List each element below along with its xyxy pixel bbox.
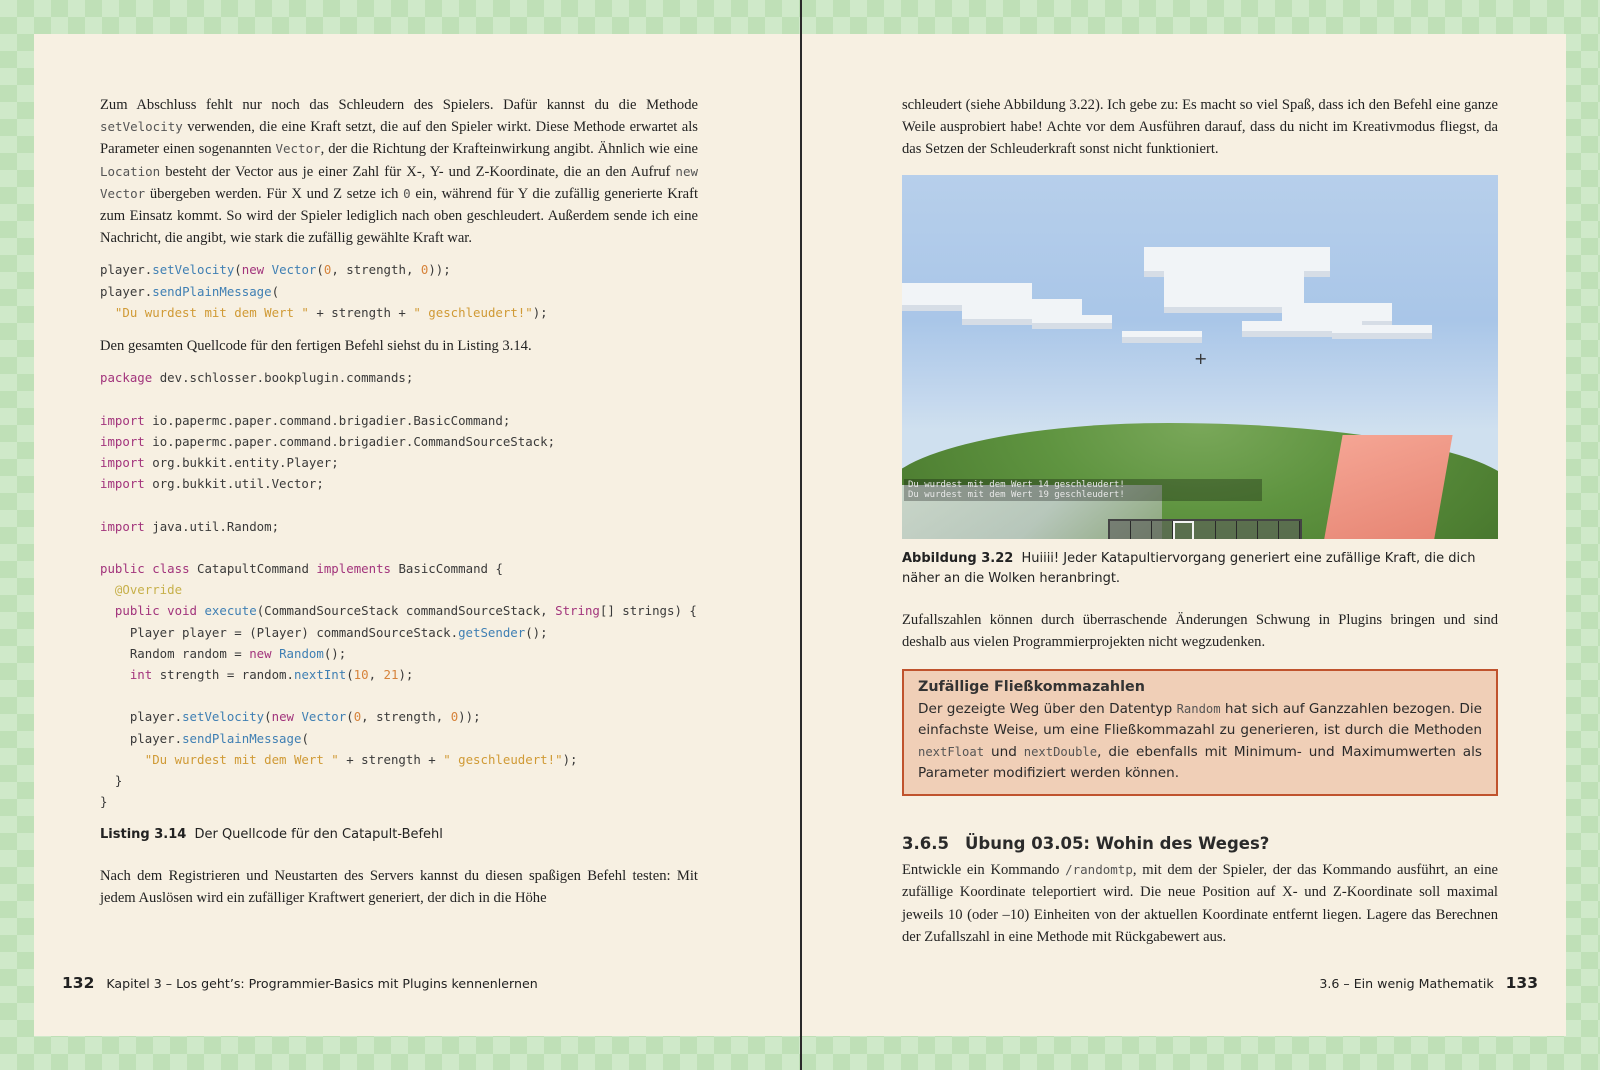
hotbar-slot bbox=[1152, 521, 1173, 539]
hotbar-slot bbox=[1194, 521, 1215, 539]
hotbar-slot bbox=[1216, 521, 1237, 539]
outro-paragraph: Nach dem Registrieren und Neustarten des Servers kannst du diesen spaßigen Befehl testen: Mit jedem Auslösen wird ein zufälliger Kraftwert generiert, der dich in die Höhe bbox=[100, 867, 698, 906]
hotbar-slot bbox=[1258, 521, 1279, 539]
left-page bbox=[34, 34, 800, 1036]
page-number: 132 bbox=[62, 974, 95, 992]
info-box-text: Der gezeigte Weg über den Datentyp Random hat sich auf Ganzzahlen bezogen. Die einfachste Weise, um eine Fließkommazahl zu generieren, ist durch die Methoden nextFloat und nextDouble, die ebenfalls mit Minimum- und Maximumwerten als Parameter modifiziert werden können. bbox=[918, 701, 1482, 781]
hotbar-slot bbox=[1279, 521, 1300, 539]
intro-paragraph: Zum Abschluss fehlt nur noch das Schleudern des Spielers. Dafür kannst du die Methode setVelocity verwenden, die eine Kraft setzt, die auf den Spieler wirkt. Diese Methode erwartet als Parameter einen sogenannten Vector, der die Richtung der Krafteinwirkung angibt. Ähnlich wie eine Location besteht der Vector aus je einer Zahl für X-, Y- und Z-Koordinate, die an den Aufruf new Vector übergeben werden. Für X und Z setze ich 0 ein, während für Y die zufällig generierte Kraft zum Einsatz kommt. So wird der Spieler lediglich nach oben geschleudert. Außerdem sende ich eine Nachricht, die angibt, wie stark die zufällig gewählte Kraft war. bbox=[100, 97, 699, 247]
left-footer bbox=[62, 974, 538, 992]
chat-log: Du wurdest mit dem Wert 14 geschleudert! Du wurdest mit dem Wert 19 geschleudert! bbox=[904, 479, 1262, 501]
continuation-paragraph: schleudert (siehe Abbildung 3.22). Ich gebe zu: Es macht so viel Spaß, dass ich den Befehl eine ganze Weile ausprobiert habe! Achte vor dem Ausführen darauf, dass du nicht im Kreativmodus fliegst, da das Setzen der Schleuderkraft sonst nicht funktioniert. bbox=[902, 97, 1498, 158]
listing-caption: Listing 3.14 Der Quellcode für den Catapult-Befehl bbox=[100, 826, 443, 842]
page-number: 133 bbox=[1505, 974, 1538, 992]
cloud bbox=[1122, 331, 1202, 337]
cloud bbox=[1032, 315, 1112, 323]
crosshair-icon: + bbox=[1194, 348, 1208, 368]
listing-intro: Den gesamten Quellcode für den fertigen Befehl siehst du in Listing 3.14. bbox=[100, 338, 532, 355]
cloud bbox=[1332, 325, 1432, 333]
hotbar-slot bbox=[1110, 521, 1131, 539]
figure-caption: Abbildung 3.22 Huiiii! Jeder Katapultiervorgang generiert eine zufällige Kraft, die dich näher an die Wolken heranbringt. bbox=[902, 550, 1476, 586]
hotbar bbox=[1108, 519, 1302, 539]
player-arm bbox=[1321, 435, 1452, 539]
exercise-paragraph: Entwickle ein Kommando /randomtp, mit dem der Spieler, der das Kommando ausführt, an eine zufällige Koordinate teleportiert wird. Die neue Position auf X- und Z-Koordinate soll maximal jeweils 10 (oder –10) Einheiten von der aktuellen Koordinate entfernt liegen. Lagere das Berechnen der Zufallszahl in eine Methode mit Rückgabewert aus. bbox=[902, 862, 1498, 945]
running-head: Kapitel 3 – Los geht’s: Programmier-Basics mit Plugins kennenlernen bbox=[106, 976, 538, 991]
code-snippet: player.setVelocity(new Vector(0, strength, 0)); player.sendPlainMessage( "Du wurdest mit dem Wert " + strength + " geschleudert!"); bbox=[100, 262, 548, 320]
section-heading: 3.6.5 Übung 03.05: Wohin des Weges? bbox=[902, 834, 1270, 854]
running-head: 3.6 – Ein wenig Mathematik bbox=[1319, 976, 1494, 991]
hotbar-slot-selected bbox=[1173, 521, 1194, 539]
info-box-title: Zufällige Fließkommazahlen bbox=[918, 679, 1145, 696]
hotbar-slot bbox=[1131, 521, 1152, 539]
left-column bbox=[100, 94, 698, 909]
cloud bbox=[1164, 271, 1304, 307]
code-listing: package dev.schlosser.bookplugin.commands; import io.papermc.paper.command.brigadier.BasicCommand; import io.papermc.paper.command.brigadier.CommandSourceStack; import org.bukkit.entity.Player; import org.bukkit.util.Vector; import java.util.Random; public class CatapultCommand implements BasicCommand { @Override public void execute(CommandSourceStack commandSourceStack, String[] strings) { Player player = (Player) commandSourceStack.getSender(); Random random = new Random(); int strength = random.nextInt(10, 21); player.setVelocity(new Vector(0, strength, 0)); player.sendPlainMessage( "Du wurdest mit dem Wert " + strength + " geschleudert!"); } } bbox=[100, 370, 697, 810]
minecraft-screenshot bbox=[902, 175, 1498, 539]
cloud bbox=[1144, 247, 1330, 271]
right-footer bbox=[1319, 974, 1538, 992]
random-numbers-paragraph: Zufallszahlen können durch überraschende Änderungen Schwung in Plugins bringen und sind deshalb aus vielen Programmierprojekten nicht wegzudenken. bbox=[902, 611, 1498, 650]
cloud bbox=[1282, 303, 1392, 321]
hotbar-slot bbox=[1237, 521, 1258, 539]
right-page bbox=[802, 34, 1566, 1036]
right-column bbox=[902, 94, 1498, 948]
info-box bbox=[902, 669, 1498, 796]
